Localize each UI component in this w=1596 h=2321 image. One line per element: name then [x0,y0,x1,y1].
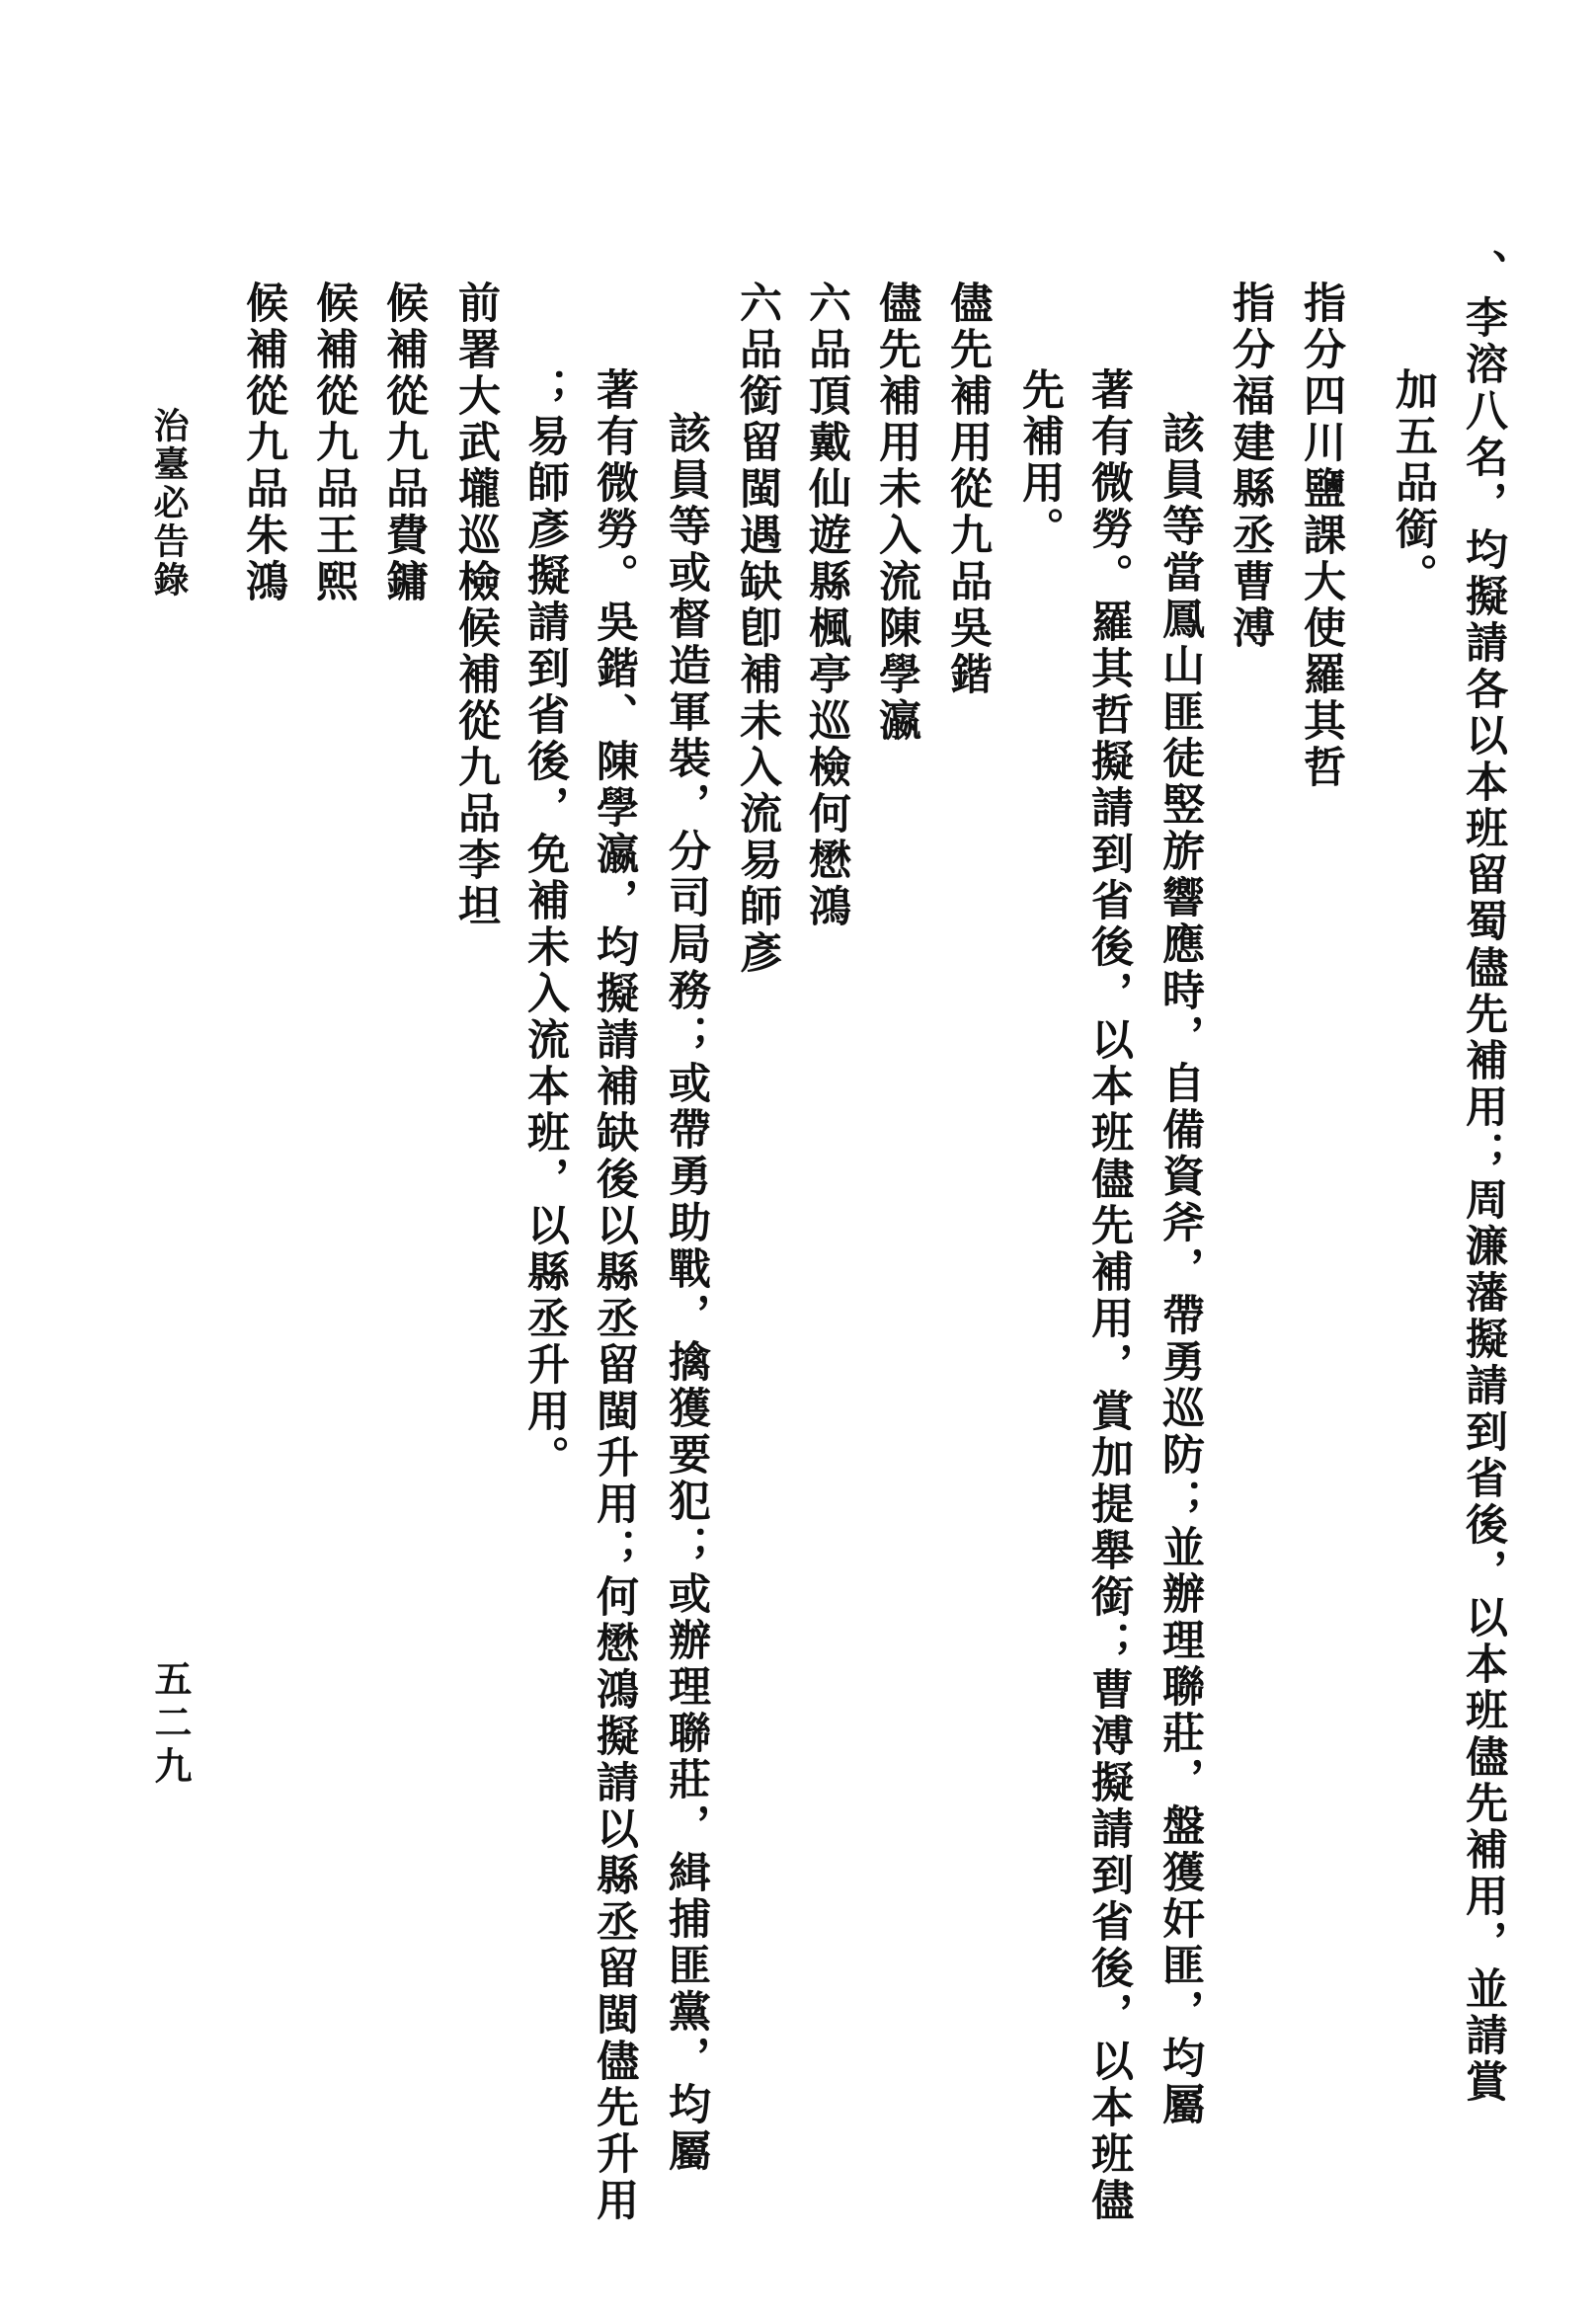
text-column-3: 指分四川鹽課大使羅其哲 [1297,280,1346,791]
text-column-14: ；易師彥擬請到省後，免補未入流本班，以縣丞升用。 [520,367,570,1481]
text-column-17: 候補從九品王熙 [309,280,359,605]
text-column-10: 六品頂戴仙遊縣楓亭巡檢何懋鴻 [802,280,851,930]
text-column-6: 著有微勞。羅其哲擬請到省後，以本班儘先補用，賞加提舉銜；曹溥擬請到省後，以本班儘 [1084,367,1134,2224]
text-column-15: 前署大武壠巡檢候補從九品李坦 [451,280,501,930]
text-column-11: 六品銜留閩遇缺卽補未入流易師彥 [733,280,782,977]
text-column-8: 儘先補用從九品吳鍇 [943,280,993,698]
text-column-16: 候補從九品費鏞 [379,280,429,605]
text-column-18: 候補從九品朱鴻 [239,280,288,605]
text-column-4: 指分福建縣丞曹溥 [1226,280,1275,652]
text-column-12: 該員等或督造軍裝，分司局務；或帶勇助戰，擒獲要犯；或辦理聯莊，緝捕匪黨，均屬 [662,411,711,2175]
text-column-1: 、李溶八名，均擬請各以本班留蜀儘先補用；周濂藩擬請到省後，以本班儘先補用，並請賞 [1459,249,1508,2106]
text-column-2: 加五品銜。 [1389,367,1438,600]
book-title: 治臺必告錄 [148,407,190,600]
text-column-7: 先補用。 [1015,367,1065,553]
text-column-13: 著有微勞。吳鍇、陳學瀛，均擬請補缺後以縣丞留閩升用；何懋鴻擬請以縣丞留閩儘先升用 [590,367,639,2224]
text-column-9: 儘先補用未入流陳學瀛 [872,280,921,745]
text-column-5: 該員等當鳳山匪徒竪旂響應時，自備資斧，帶勇巡防；並辦理聯莊，盤獲奸匪，均屬 [1156,411,1205,2128]
page-number: 五二九 [148,1659,193,1790]
